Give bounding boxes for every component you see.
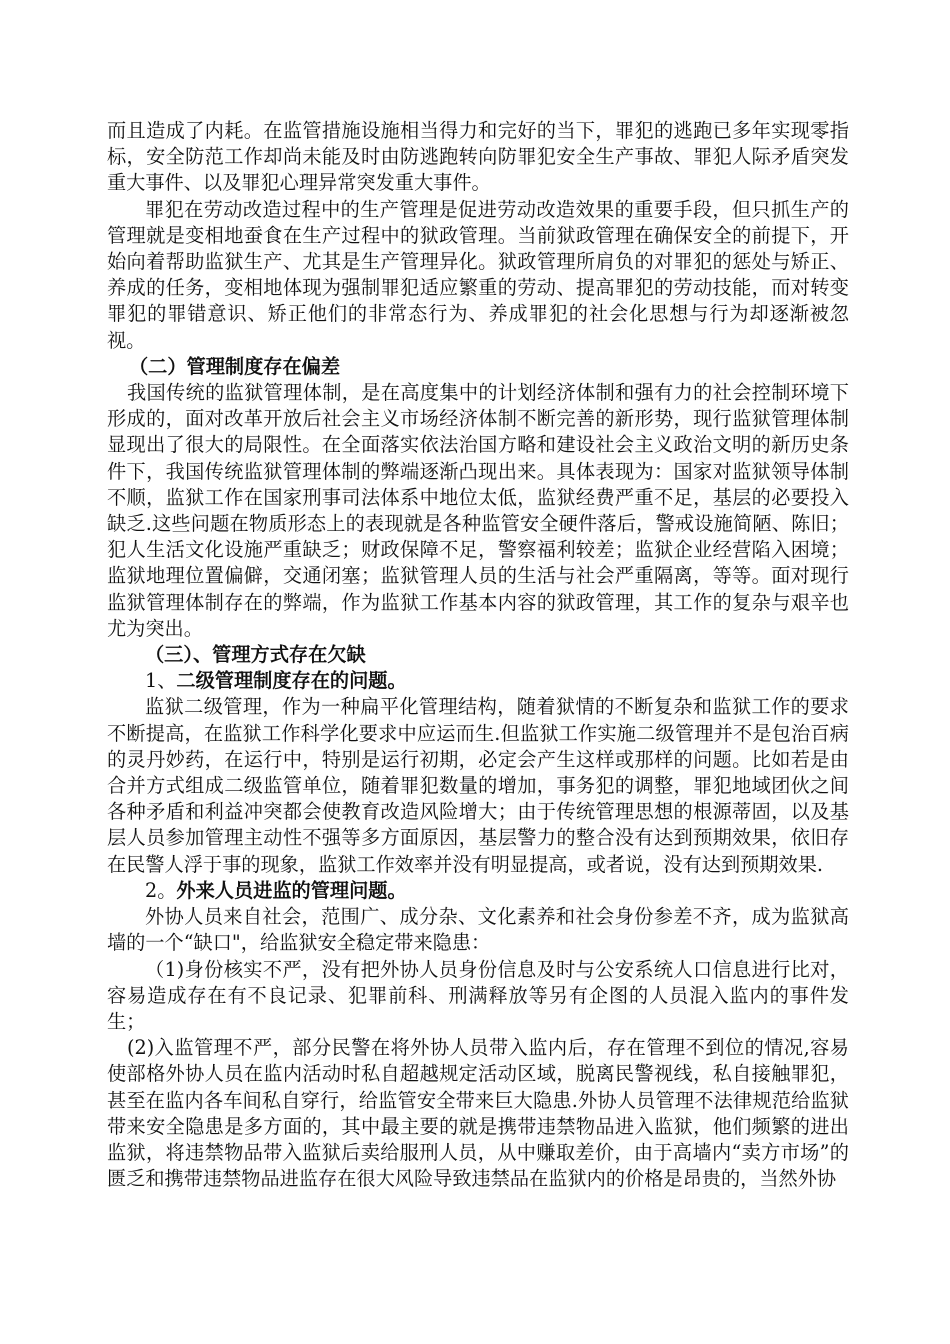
subheading-1 [107, 668, 849, 694]
document-page [107, 118, 849, 1192]
section-heading-2: （二）管理制度存在偏差 [129, 354, 341, 378]
paragraph-1: 而且造成了内耗。在监管措施设施相当得力和完好的当下，罪犯的逃跑已多年实现零指标，安全防范工作却尚未能及时由防逃跑转向防罪犯安全生产事故、罪犯人际矛盾突发重大事件、以及罪犯心理异常突发重大事件。 [107, 119, 849, 195]
subheading-2-number: 2。 [145, 878, 177, 902]
subheading-2 [107, 878, 849, 904]
paragraph-3: 我国传统的监狱管理体制，是在高度集中的计划经济体制和强有力的社会控制环境下形成的，面对改革开放后社会主义市场经济体制不断完善的新形势，现行监狱管理体制显现出了很大的局限性。在全面落实依法治国方略和建设社会主义政治文明的新历史条件下，我国传统监狱管理体制的弊端逐渐凸现出来。具体表现为：国家对监狱领导体制不顺，监狱工作在国家刑事司法体系中地位太低，监狱经费严重不足，基层的必要投入缺乏.这些问题在物质形态上的表现就是各种监管安全硬件落后，警戒设施简陋、陈旧；犯人生活文化设施严重缺乏；财政保障不足，警察福利较差；监狱企业经营陷入困境；监狱地理位置偏僻，交通闭塞；监狱管理人员的生活与社会严重隔离，等等。面对现行监狱管理体制存在的弊端，作为监狱工作基本内容的狱政管理，其工作的复杂与艰辛也尤为突出。 [107, 381, 849, 640]
subheading-1-title: 二级管理制度存在的问题。 [176, 669, 407, 693]
subheading-1-number: 1、 [145, 669, 177, 693]
paragraph-2: 罪犯在劳动改造过程中的生产管理是促进劳动改造效果的重要手段，但只抓生产的管理就是变相地蚕食在生产过程中的狱政管理。当前狱政管理在确保安全的前提下，开始向着帮助监狱生产、尤其是生产管理异化。狱政管理所肩负的对罪犯的惩处与矫正、养成的任务，变相地体现为强制罪犯适应繁重的劳动、提高罪犯的劳动技能，而对转变罪犯的罪错意识、矫正他们的非常态行为、养成罪犯的社会化思想与行为却逐渐被忽视。 [107, 197, 849, 352]
list-item-1: （1)身份核实不严，没有把外协人员身份信息及时与公安系统人口信息进行比对，容易造成存在有不良记录、犯罪前科、刑满释放等另有企图的人员混入监内的事件发生； [107, 957, 849, 1033]
list-item-2: (2)入监管理不严，部分民警在将外协人员带入监内后，存在管理不到位的情况,容易使部格外协人员在监内活动时私自超越规定活动区域，脱离民警视线，私自接触罪犯，甚至在监内各车间私自穿行，给监管安全带来巨大隐患.外协人员管理不法律规范给监狱带来安全隐患是多方面的，其中最主要的就是携带违禁物品进入监狱，他们频繁的进出监狱，将违禁物品带入监狱后卖给服刑人员，从中赚取差价，由于高墙内“卖方市场”的匮乏和携带违禁物品进监存在很大风险导致违禁品在监狱内的价格是昂贵的，当然外协 [107, 1036, 849, 1191]
subheading-2-title: 外来人员进监的管理问题。 [176, 878, 407, 902]
paragraph-4: 监狱二级管理，作为一种扁平化管理结构，随着狱情的不断复杂和监狱工作的要求不断提高，在监狱工作科学化要求中应运而生.但监狱工作实施二级管理并不是包治百病的灵丹妙药，在运行中，特别是运行初期，必定会产生这样或那样的问题。比如若是由合并方式组成二级监管单位，随着罪犯数量的增加，事务犯的调整，罪犯地域团伙之间各种矛盾和利益冲突都会使教育改造风险增大；由于传统管理思想的根源蒂固，以及基层人员参加管理主动性不强等多方面原因，基层警力的整合没有达到预期效果，依旧存在民警人浮于事的现象，监狱工作效率并没有明显提高，或者说，没有达到预期效果. [107, 695, 849, 876]
paragraph-5: 外协人员来自社会，范围广、成分杂、文化素养和社会身份参差不齐，成为监狱高墙的一个“缺口"，给监狱安全稳定带来隐患： [107, 905, 849, 955]
section-heading-3: （三）、管理方式存在欠缺 [145, 643, 366, 667]
